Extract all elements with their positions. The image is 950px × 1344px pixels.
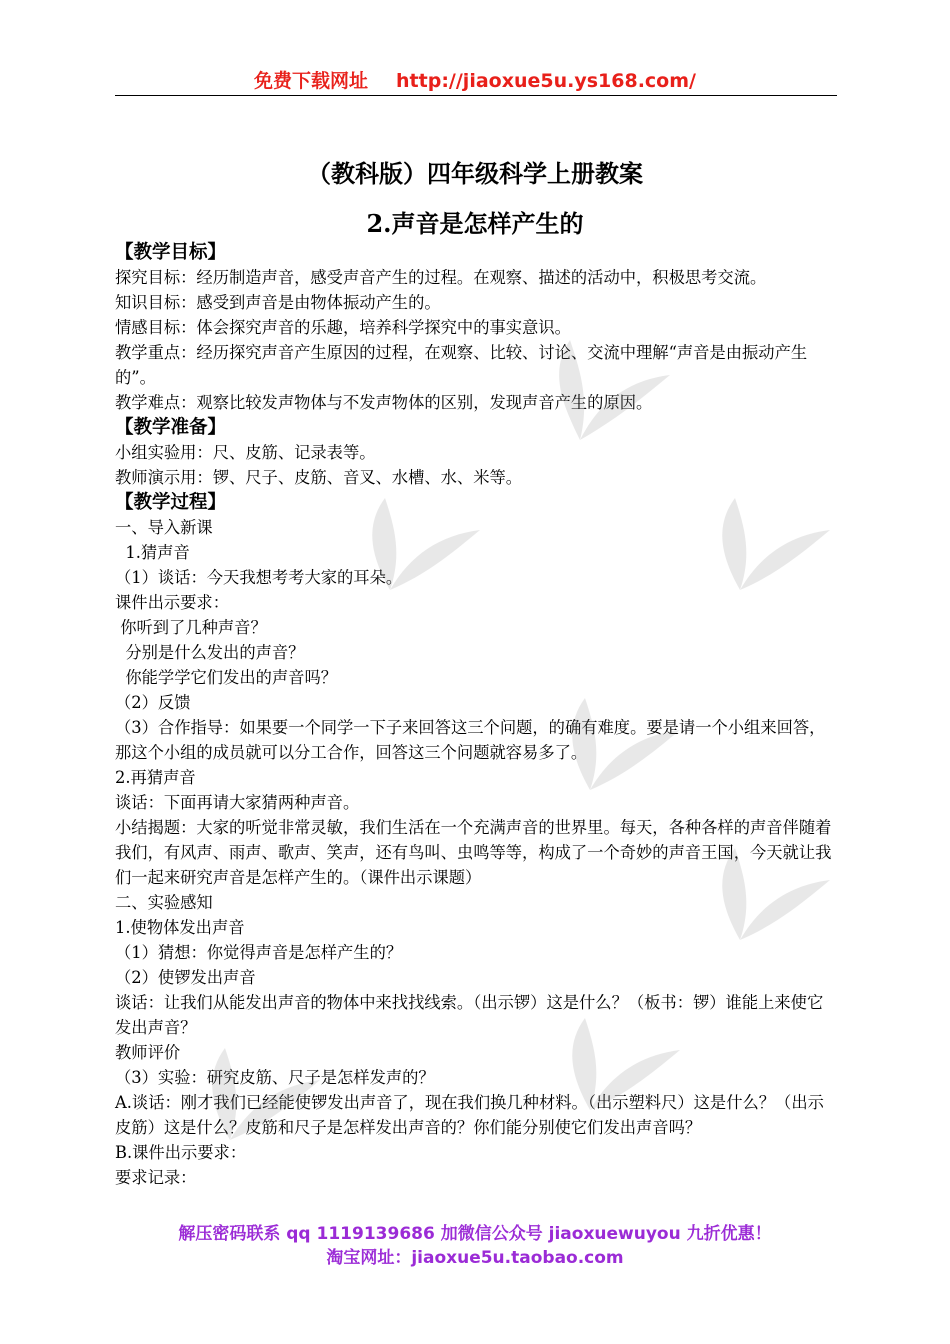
- body-line: （3）实验：研究皮筋、尺子是怎样发声的？: [115, 1068, 435, 1087]
- body-line: 课件出示要求：: [115, 593, 229, 612]
- body-line: B.课件出示要求：: [115, 1143, 247, 1162]
- body-line: 1.使物体发出声音: [115, 918, 245, 937]
- body-line: 你能学学它们发出的声音吗？: [115, 668, 338, 687]
- body-line: （2）使锣发出声音: [115, 968, 256, 987]
- footer-contact: 解压密码联系 qq 1119139686 加微信公众号 jiaoxuewuyou 九折优惠！: [178, 1224, 772, 1244]
- body-line: 1.猜声音: [115, 543, 190, 562]
- body-line: （1）猜想：你觉得声音是怎样产生的？: [115, 943, 403, 962]
- body-line: （2）反馈: [115, 693, 191, 712]
- body-line: （3）合作指导：如果要一个同学一下子来回答这三个问题，的确有难度。要是请一个小组来回答，那这个小组的成员就可以分工合作，回答这三个问题就容易多了。: [115, 718, 826, 762]
- section-heading: 【教学目标】: [115, 242, 227, 263]
- body-line: 2.再猜声音: [115, 768, 196, 787]
- body-line: 教师评价: [115, 1043, 181, 1062]
- lesson-body: [115, 240, 837, 1190]
- body-line: 探究目标：经历制造声音，感受声音产生的过程。在观察、描述的活动中，积极思考交流。: [115, 268, 767, 287]
- body-line: （1）谈话：今天我想考考大家的耳朵。: [115, 568, 403, 587]
- body-line: 你听到了几种声音？: [115, 618, 267, 637]
- body-line: 谈话：下面再请大家猜两种声音。: [115, 793, 360, 812]
- download-header: [115, 66, 835, 93]
- body-line: 教学重点：经历探究声音产生原因的过程，在观察、比较、讨论、交流中理解“声音是由振动产生的”。: [115, 343, 808, 387]
- body-line: 知识目标：感受到声音是由物体振动产生的。: [115, 293, 441, 312]
- body-line: A.谈话：刚才我们已经能使锣发出声音了，现在我们换几种材料。（出示塑料尺）这是什么？（出示皮筋）这是什么？皮筋和尺子是怎样发出声音的？你们能分别使它们发出声音吗？: [115, 1093, 824, 1137]
- section-heading: 【教学过程】: [115, 492, 227, 513]
- body-line: 分别是什么发出的声音？: [115, 643, 305, 662]
- header-url-link[interactable]: http://jiaoxue5u.ys168.com/: [396, 70, 696, 92]
- body-line: 一、导入新课: [115, 518, 213, 537]
- header-label: 免费下载网址: [254, 70, 369, 92]
- body-line: 小结揭题：大家的听觉非常灵敏，我们生活在一个充满声音的世界里。每天，各种各样的声音伴随着我们，有风声、雨声、歌声、笑声，还有鸟叫、虫鸣等等，构成了一个奇妙的声音王国，今天就让我们一起来研究声音是怎样产生的。（课件出示课题）: [115, 818, 832, 887]
- header-rule: [115, 95, 837, 96]
- body-line: 教师演示用：锣、尺子、皮筋、音叉、水槽、水、米等。: [115, 468, 523, 487]
- body-line: 教学难点：观察比较发声物体与不发声物体的区别，发现声音产生的原因。: [115, 393, 653, 412]
- body-line: 要求记录：: [115, 1168, 197, 1187]
- body-line: 小组实验用：尺、皮筋、记录表等。: [115, 443, 376, 462]
- body-line: 二、实验感知: [115, 893, 213, 912]
- body-line: 谈话：让我们从能发出声音的物体中来找找线索。（出示锣）这是什么？（板书：锣）谁能上来使它发出声音？: [115, 993, 824, 1037]
- lesson-title: 2.声音是怎样产生的: [366, 209, 584, 238]
- section-heading: 【教学准备】: [115, 417, 227, 438]
- document-title: （教科版）四年级科学上册教案: [307, 159, 643, 188]
- body-line: 情感目标：体会探究声音的乐趣，培养科学探究中的事实意识。: [115, 318, 571, 337]
- footer-shop-url: 淘宝网址：jiaoxue5u.taobao.com: [326, 1248, 624, 1268]
